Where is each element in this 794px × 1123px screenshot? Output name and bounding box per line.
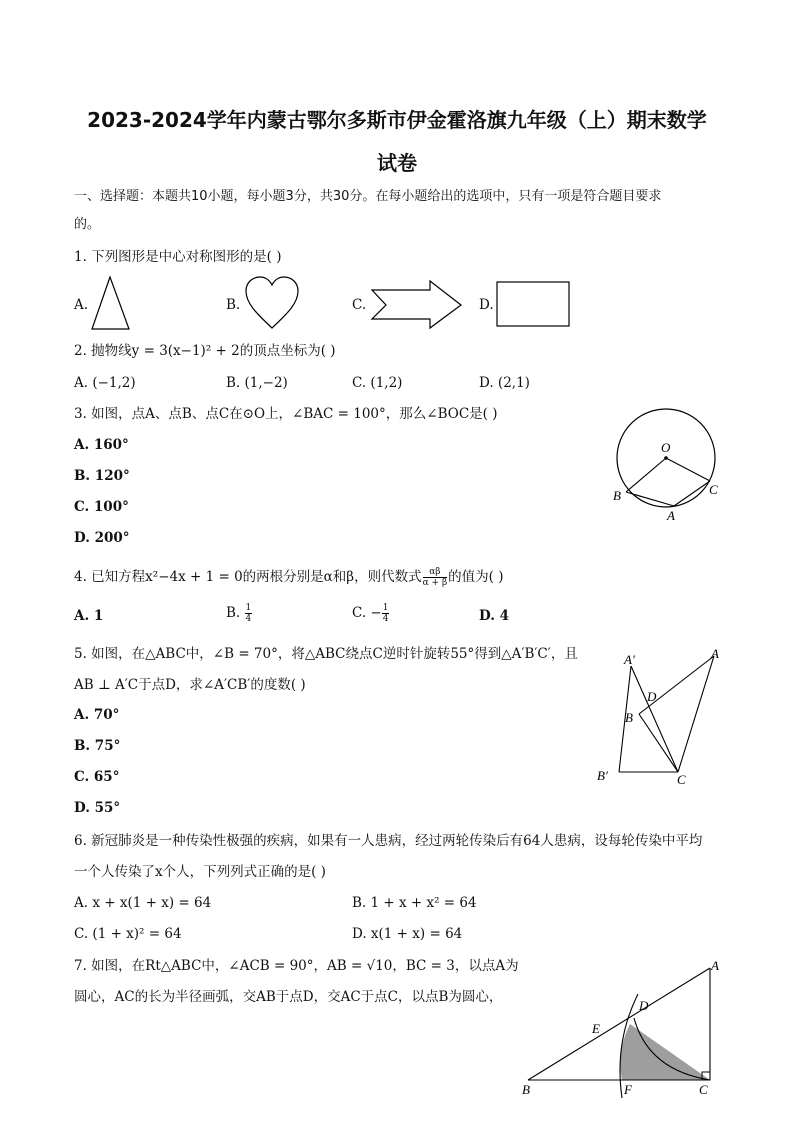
label-a: A xyxy=(711,646,719,661)
q5-option-d: D. 55° xyxy=(74,800,121,816)
q4-option-c xyxy=(352,603,389,624)
label-o: O xyxy=(661,440,671,455)
heart-figure xyxy=(244,275,300,331)
q5-option-c: C. 65° xyxy=(74,769,120,785)
label-c: C xyxy=(699,1082,708,1097)
q6-stem-line1: 6. 新冠肺炎是一种传染性极强的疾病，如果有一人患病，经过两轮传染后有64人患病，设每轮传染中平均 xyxy=(74,833,703,849)
q6-option-a: A. x + x(1 + x) = 64 xyxy=(74,895,212,911)
q3-option-d: D. 200° xyxy=(74,530,130,546)
label-b-prime: B′ xyxy=(597,768,608,783)
q5-stem-line2: AB ⊥ A′C于点D，求∠A′CB′的度数( ) xyxy=(74,677,306,693)
q2-stem: 2. 抛物线y = 3(x−1)² + 2的顶点坐标为( ) xyxy=(74,343,336,359)
q4-stem-text: 4. 已知方程x²−4x + 1 = 0的两根分别是α和β，则代数式 xyxy=(74,569,422,585)
q4-option-b-num: 1 xyxy=(245,603,252,613)
q4-option-b xyxy=(226,603,252,624)
q1-stem: 1. 下列图形是中心对称图形的是( ) xyxy=(74,249,282,265)
q7-stem-line1: 7. 如图，在Rt△ABC中，∠ACB = 90°，AB = √10，BC = 3，以点A为 xyxy=(74,958,519,974)
section-heading-line2: 的。 xyxy=(74,217,101,232)
q4-option-a: A. 1 xyxy=(74,608,104,624)
q5-stem-line1: 5. 如图，在△ABC中，∠B = 70°，将△ABC绕点C逆时针旋转55°得到△A′B′C′，且 xyxy=(74,646,578,662)
label-f: F xyxy=(624,1082,632,1097)
q4-option-b-fraction xyxy=(245,603,253,624)
label-a: A xyxy=(711,958,719,973)
q4-fraction-den: α + β xyxy=(422,578,448,588)
q5-option-b: B. 75° xyxy=(74,738,121,754)
q1-option-d-label: D. xyxy=(479,297,494,313)
q2-option-d: D. (2,1) xyxy=(479,375,530,391)
q3-circle-figure xyxy=(606,406,732,526)
label-a-prime: A′ xyxy=(624,652,635,667)
label-b: B xyxy=(625,710,633,725)
label-c: C xyxy=(677,772,686,787)
q4-fraction xyxy=(423,567,448,588)
q4-fraction-num: αβ xyxy=(423,567,448,578)
label-b: B xyxy=(613,488,621,503)
label-b: B xyxy=(522,1082,530,1097)
q6-stem-line2: 一个人传染了x个人，下列列式正确的是( ) xyxy=(74,864,326,880)
q4-option-c-prefix: C. − xyxy=(352,605,382,621)
q6-option-b: B. 1 + x + x² = 64 xyxy=(352,895,477,911)
label-e: E xyxy=(592,1021,600,1036)
arrow-figure xyxy=(370,279,464,331)
page-title-line1: 2023-2024学年内蒙古鄂尔多斯市伊金霍洛旗九年级（上）期末数学 xyxy=(87,108,707,132)
q4-option-b-prefix: B. xyxy=(226,605,241,621)
label-d: D xyxy=(647,689,657,704)
label-a: A xyxy=(667,508,675,523)
q3-option-c: C. 100° xyxy=(74,499,129,515)
label-d: D xyxy=(639,998,649,1013)
section-heading-line1: 一、选择题：本题共10小题，每小题3分，共30分。在每小题给出的选项中，只有一项是符合题目要求 xyxy=(74,189,662,204)
q2-option-c: C. (1,2) xyxy=(352,375,403,391)
label-c: C xyxy=(709,482,718,497)
q7-stem-line2: 圆心，AC的长为半径画弧，交AB于点D，交AC于点C，以点B为圆心， xyxy=(74,989,503,1005)
q4-option-c-den: 4 xyxy=(382,614,389,624)
triangle-figure xyxy=(90,275,132,331)
q1-option-b-label: B. xyxy=(226,297,241,313)
page-title-line2: 试卷 xyxy=(377,151,417,175)
q4-option-c-fraction xyxy=(382,603,390,624)
q3-option-a: A. 160° xyxy=(74,437,129,453)
shaded-region xyxy=(620,1024,710,1080)
q4-option-b-den: 4 xyxy=(245,614,252,624)
q4-stem-end: 的值为( ) xyxy=(448,569,504,585)
q5-rotation-figure xyxy=(590,640,730,790)
q2-option-b: B. (1,−2) xyxy=(226,375,288,391)
rectangle-figure xyxy=(496,281,572,329)
q1-option-a-label: A. xyxy=(74,297,89,313)
q1-option-c-label: C. xyxy=(352,297,367,313)
q7-triangle-figure xyxy=(514,952,744,1102)
q6-option-c: C. (1 + x)² = 64 xyxy=(74,926,182,942)
q4-option-c-num: 1 xyxy=(382,603,389,613)
q6-option-d: D. x(1 + x) = 64 xyxy=(352,926,463,942)
q4-stem xyxy=(74,567,503,588)
q3-stem: 3. 如图，点A、点B、点C在⊙O上，∠BAC = 100°，那么∠BOC是( ) xyxy=(74,406,498,422)
q3-option-b: B. 120° xyxy=(74,468,130,484)
q4-option-d: D. 4 xyxy=(479,608,510,624)
q5-option-a: A. 70° xyxy=(74,707,120,723)
q2-option-a: A. (−1,2) xyxy=(74,375,136,391)
